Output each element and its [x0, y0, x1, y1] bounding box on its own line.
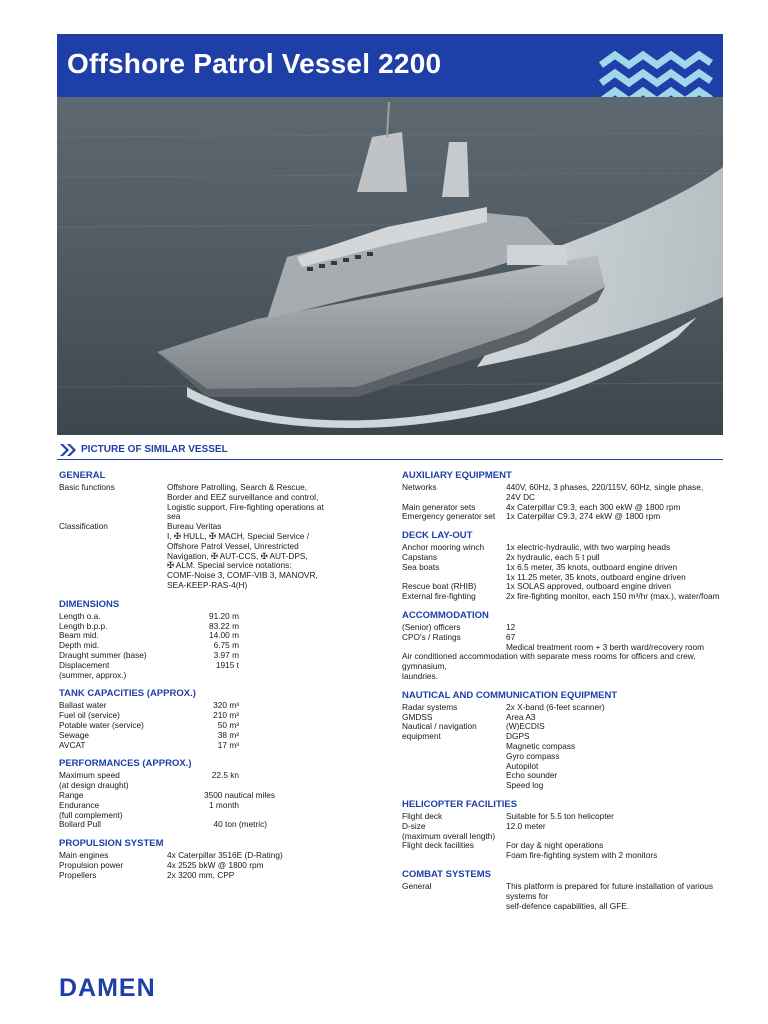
spec-value: 12	[506, 621, 516, 632]
section-title: TANK CAPACITIES (APPROX.)	[59, 688, 196, 700]
spec-row	[402, 512, 726, 522]
auxiliary-section	[402, 470, 726, 522]
spec-label: Displacement	[59, 659, 110, 670]
spec-label: Anchor mooring winch	[402, 542, 485, 553]
accommodation-note: Air conditioned accommodation with separate mess rooms for officers and crew, gymnasium, laundries.	[402, 651, 696, 681]
spec-value: DGPS Magnetic compass Gyro compass Autopilot Echo sounder Speed log	[506, 731, 576, 791]
spec-label: Classification	[59, 521, 108, 532]
propulsion-section	[59, 838, 379, 880]
spec-label: AVCAT	[59, 739, 86, 750]
tank-capacities-section	[59, 688, 379, 750]
spec-value: 67	[506, 631, 516, 642]
spec-value	[167, 671, 239, 681]
spec-label: Length o.a.	[59, 610, 101, 621]
spec-row	[59, 671, 379, 681]
spec-row	[402, 703, 726, 713]
spec-label: Networks	[402, 482, 437, 492]
spec-label: Fuel oil (service)	[59, 710, 120, 721]
spec-value: Suitable for 5.5 ton helicopter	[506, 810, 614, 821]
spec-label: Maximum speed	[59, 770, 120, 781]
page-title: Offshore Patrol Vessel 2200	[67, 48, 442, 79]
spec-value: 4x Caterpillar C9.3, each 300 ekW @ 1800 rpm	[506, 501, 681, 512]
spec-label: (summer, approx.)	[59, 669, 127, 680]
general-section	[59, 470, 379, 591]
spec-label: (Senior) officers	[402, 621, 461, 632]
spec-value: 40 ton (metric)	[213, 819, 267, 830]
spec-value: (W)ECDIS	[506, 721, 545, 732]
spec-label: GMDSS	[402, 711, 433, 722]
spec-value: 1 month	[209, 799, 239, 810]
spec-row	[59, 741, 379, 751]
spec-label: General	[402, 880, 432, 891]
spec-row	[59, 522, 379, 591]
spec-row	[59, 871, 379, 881]
spec-label: Length b.p.p.	[59, 620, 108, 631]
spec-value: 1x 6.5 meter, 35 knots, outboard engine driven 1x 11.25 meter, 35 knots, outboard engine driven	[506, 561, 686, 582]
spec-value: 14.00 m	[209, 630, 239, 641]
spec-value: 22.5 kn	[211, 770, 239, 781]
spec-value: 4x Caterpillar 3516E (D-Rating)	[167, 850, 283, 861]
spec-row	[402, 812, 726, 822]
spec-label: Sewage	[59, 729, 89, 740]
photo-caption	[57, 443, 723, 460]
spec-row	[402, 563, 726, 583]
spec-row	[59, 820, 379, 830]
spec-label: Beam mid.	[59, 630, 99, 641]
spec-label: Basic functions	[59, 482, 115, 492]
spec-label: Capstans	[402, 551, 438, 562]
spec-label: Ballast water	[59, 700, 107, 711]
spec-value: Bureau Veritas I, ✠ HULL, ✠ MACH, Special Service / Offshore Patrol Vessel, Unrestricted Navigation, ✠ AUT-CCS, ✠ AUT-DPS, ✠ ALM. Special service notations: COMF-Noise 3, COMF-VIB 3, MANOVR, SEA-KEEP-RAS-4(H)	[167, 521, 318, 590]
spec-label: (maximum overall length)	[402, 830, 496, 841]
spec-value: 3500 nautical miles	[203, 789, 275, 800]
helicopter-section	[402, 799, 726, 861]
spec-value: For day & night operations Foam fire-fighting system with 2 monitors	[506, 840, 658, 861]
spec-value: 50 m³	[217, 719, 239, 730]
spec-value: 3.97 m	[213, 649, 239, 660]
spec-label: Endurance	[59, 799, 100, 810]
spec-value: 2x hydraulic, each 5 t pull	[506, 551, 600, 562]
left-column	[59, 470, 379, 889]
spec-label: Emergency generator set	[402, 511, 496, 522]
section-title: GENERAL	[59, 470, 106, 481]
vessel-photo	[57, 97, 723, 435]
nautical-section	[402, 690, 726, 791]
spec-value: Area A3	[506, 711, 536, 722]
section-title: ACCOMMODATION	[402, 609, 489, 621]
spec-label: Main engines	[59, 850, 109, 861]
accommodation-section	[402, 610, 726, 682]
section-title: COMBAT SYSTEMS	[402, 868, 492, 880]
right-column	[402, 470, 726, 919]
spec-value: 2x X-band (6-feet scanner)	[506, 701, 605, 712]
spec-label: Propellers	[59, 869, 97, 880]
section-title: DECK LAY-OUT	[402, 530, 473, 542]
spec-value: 1x SOLAS approved, outboard engine driven	[506, 581, 672, 592]
spec-row	[402, 592, 726, 602]
spec-label: equipment	[402, 731, 441, 742]
dimensions-section	[59, 599, 379, 681]
spec-value: 320 m³	[213, 700, 239, 711]
spec-value: 440V, 60Hz, 3 phases, 220/115V, 60Hz, single phase, 24V DC	[506, 482, 704, 502]
spec-row	[402, 882, 726, 911]
spec-label: (at design draught)	[59, 780, 129, 791]
spec-value: 210 m³	[213, 710, 239, 721]
spec-value: 83.22 m	[209, 620, 239, 631]
spec-value: 12.0 meter	[506, 820, 546, 831]
combat-section	[402, 869, 726, 911]
spec-label: Main generator sets	[402, 501, 476, 512]
spec-value: 91.20 m	[209, 610, 239, 621]
spec-label: Propulsion power	[59, 859, 124, 870]
section-title: PROPULSION SYSTEM	[59, 838, 164, 850]
spec-label: Radar systems	[402, 701, 458, 712]
spec-label: Rescue boat (RHIB)	[402, 581, 477, 592]
deck-layout-section	[402, 530, 726, 602]
spec-value: 6.75 m	[213, 640, 239, 651]
spec-value: 38 m³	[217, 729, 239, 740]
spec-value: Medical treatment room + 3 berth ward/recovery room	[506, 641, 705, 652]
spec-label: Depth mid.	[59, 640, 100, 651]
spec-label: D-size	[402, 820, 426, 831]
spec-label: Potable water (service)	[59, 719, 144, 730]
title-banner	[57, 34, 723, 97]
section-title: AUXILIARY EQUIPMENT	[402, 470, 512, 481]
double-chevron-right-icon	[59, 443, 77, 457]
spec-row	[402, 722, 726, 732]
spec-value: 1x electric-hydraulic, with two warping heads	[506, 542, 671, 553]
spec-value: 2x 3200 mm, CPP	[167, 869, 235, 880]
spec-label: Flight deck	[402, 810, 443, 821]
section-title: PERFORMANCES (APPROX.)	[59, 758, 192, 770]
caption-text: PICTURE OF SIMILAR VESSEL	[81, 444, 228, 455]
spec-value: 4x 2525 bkW @ 1800 rpm	[167, 859, 264, 870]
spec-label: Nautical / navigation	[402, 721, 477, 732]
spec-value: 2x fire-fighting monitor, each 150 m³/hr (max.), water/foam	[506, 591, 720, 602]
performances-section	[59, 758, 379, 830]
spec-value: This platform is prepared for future installation of various systems for self-defence capabilities, all GFE.	[506, 880, 714, 911]
spec-label: Sea boats	[402, 561, 440, 572]
spec-value: 1915 t	[215, 659, 239, 670]
damen-logo: DAMEN	[59, 974, 156, 1002]
section-title: HELICOPTER FACILITIES	[402, 798, 518, 810]
spec-row	[402, 483, 726, 503]
spec-value: 1x Caterpillar C9.3, 274 ekW @ 1800 rpm	[506, 511, 661, 522]
spec-label: Bollard Pull	[59, 819, 101, 830]
spec-value: Offshore Patrolling, Search & Rescue, Border and EEZ surveillance and control, Logistic support, Fire-fighting operations at sea	[167, 482, 324, 522]
spec-row	[59, 483, 379, 522]
spec-row	[402, 841, 726, 861]
spec-value: 17 m³	[217, 739, 239, 750]
spec-row	[402, 732, 726, 791]
spec-label: Range	[59, 789, 84, 800]
spec-label: Flight deck facilities	[402, 840, 474, 851]
section-title: NAUTICAL AND COMMUNICATION EQUIPMENT	[402, 689, 618, 701]
spec-label: CPO's / Ratings	[402, 631, 461, 642]
spec-label: Draught summer (base)	[59, 649, 147, 660]
spec-label: (full complement)	[59, 809, 123, 820]
section-title: DIMENSIONS	[59, 598, 120, 610]
spec-label: External fire-fighting	[402, 591, 476, 602]
